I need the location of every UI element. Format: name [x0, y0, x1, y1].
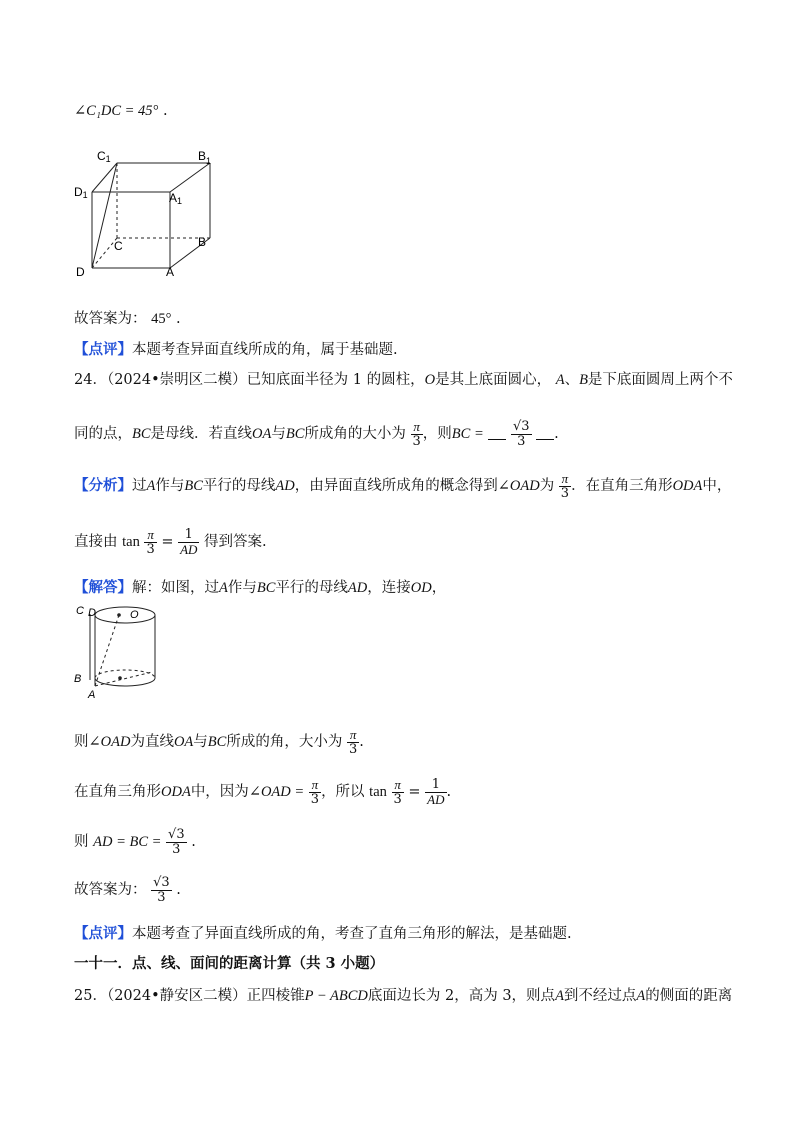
- question-25: 25．（2024•静安区二模）正四棱锥P − ABCD底面边长为 2，高为 3，则点A到不经过点A的侧面的距离: [74, 988, 733, 1004]
- label-C1: C1: [97, 149, 111, 164]
- label-A: A: [88, 689, 96, 701]
- answer-line-2: 故答案为： $\frac{√3}{3}$ .: [74, 875, 181, 905]
- question-24: 24．（2024•崇明区二模）已知底面半径为 1 的圆柱，O是其上底面圆心， A、B是下底面圆周上两个不: [74, 372, 733, 388]
- solution-tag: 【解答】: [74, 579, 132, 596]
- question-24-line2: 同的点，BC是母线．若直线OA与BC所成角的大小为 $\frac{\pi}{3}$ ，则BC = $\frac{√3}{3}$ .: [74, 419, 559, 449]
- label-B1: $B_1$: [198, 149, 212, 166]
- review-tag: 【点评】: [74, 341, 132, 358]
- angle-expression: ∠C₁DC = 45°: [74, 103, 159, 119]
- section-heading: 一十一．点、线、面间的距离计算（共 3 小题）: [74, 955, 385, 972]
- label-D: D: [88, 607, 96, 619]
- fraction-sqrt3-over-3: $\frac{√3}{3}$: [512, 419, 530, 449]
- label-A: A: [166, 265, 175, 279]
- cylinder-figure: [70, 600, 170, 705]
- analysis-tag: 【分析】: [74, 477, 132, 495]
- analysis-line2: 直接由 tan $\frac{\pi}{3}$ = $\frac{1}{AD}$ 得到答案.: [74, 527, 267, 557]
- fraction-pi-over-3: $\frac{\pi}{3}$: [412, 419, 421, 449]
- label-D: D: [76, 265, 85, 279]
- label-C: C: [76, 605, 84, 617]
- equation-line: ∠C₁DC = 45° .: [74, 103, 168, 119]
- label-A1: A1: [169, 191, 183, 206]
- solution-step-2: 则∠OAD为直线OA与BC所成的角，大小为 $\frac{\pi}{3}$ .: [74, 727, 364, 757]
- answer-blank: [488, 438, 506, 440]
- label-O: O: [130, 609, 139, 621]
- label-D1: D1: [74, 185, 88, 200]
- cube-figure: [70, 146, 220, 281]
- solution-step-3: 在直角三角形ODA中，因为∠OAD = $\frac{\pi}{3}$ ，所以 tan $\frac{\pi}{3}$ = $\frac{1}{AD}$ .: [74, 777, 452, 807]
- fraction-pi-over-3: $\frac{\pi}{3}$: [560, 471, 570, 501]
- label-C: C: [114, 239, 123, 253]
- label-B: B: [74, 673, 82, 685]
- review-line-2: 【点评】本题考查了异面直线所成的角，考查了直角三角形的解法，是基础题.: [74, 925, 572, 942]
- answer-line: 故答案为： 45° .: [74, 311, 181, 327]
- review-line: 【点评】本题考查异面直线所成的角，属于基础题.: [74, 341, 398, 358]
- answer-blank: [536, 438, 554, 440]
- review-tag: 【点评】: [74, 925, 132, 942]
- label-B: B: [198, 235, 207, 249]
- solution-line: 【解答】解：如图，过A作与BC平行的母线AD，连接OD，: [74, 579, 447, 596]
- analysis-line: 【分析】过A作与BC平行的母线AD，由异面直线所成角的概念得到∠OAD为 $\frac{\pi}{3}$ ．在直角三角形ODA中，: [74, 471, 732, 501]
- solution-step-4: 则 AD = BC = $\frac{√3}{3}$ .: [74, 827, 196, 857]
